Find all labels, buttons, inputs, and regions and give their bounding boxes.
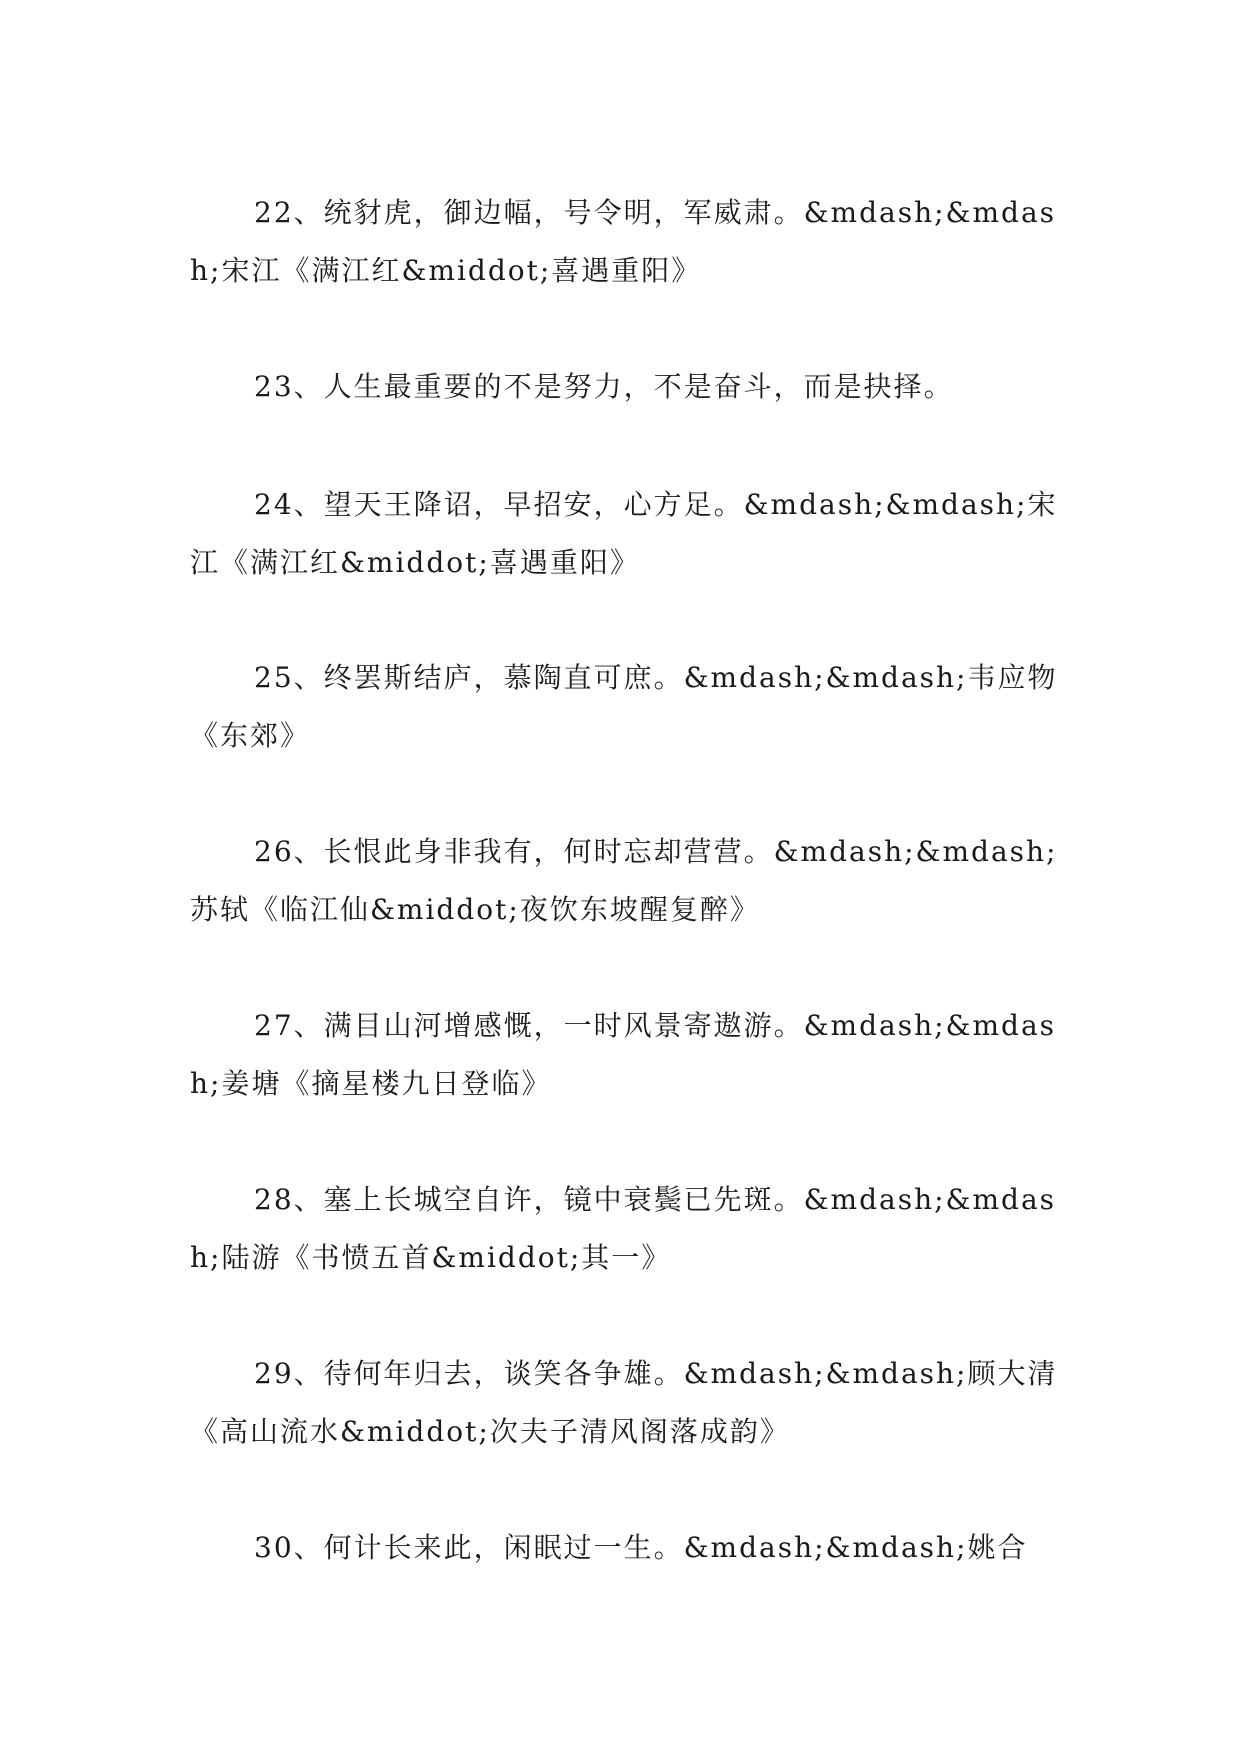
quote-entry-29: 29、待何年归去，谈笑各争雄。&mdash;&mdash;顾大清《高山流水&middot;次夫子清风阁落成韵》	[190, 1357, 1058, 1448]
quote-entry-25: 25、终罢斯结庐，慕陶直可庶。&mdash;&mdash;韦应物《东郊》	[190, 661, 1058, 752]
quote-entry-28: 28、塞上长城空自许，镜中衰鬓已先斑。&mdash;&mdash;陆游《书愤五首&middot;其一》	[190, 1183, 1057, 1274]
quote-entry-26: 26、长恨此身非我有，何时忘却营营。&mdash;&mdash;苏轼《临江仙&middot;夜饮东坡醒复醉》	[190, 835, 1058, 926]
quote-entry-22: 22、统豺虎，御边幅，号令明，军威肃。&mdash;&mdash;宋江《满江红&middot;喜遇重阳》	[190, 196, 1057, 287]
quote-entry-27: 27、满目山河增感慨，一时风景寄遨游。&mdash;&mdash;姜塘《摘星楼九日登临》	[190, 1009, 1057, 1100]
quote-entry-24: 24、望天王降诏，早招安，心方足。&mdash;&mdash;宋江《满江红&middot;喜遇重阳》	[190, 488, 1058, 579]
quote-entry-23: 23、人生最重要的不是努力，不是奋斗，而是抉择。	[254, 370, 954, 403]
quote-entry-30: 30、何计长来此，闲眠过一生。&mdash;&mdash;姚合	[254, 1531, 1028, 1564]
